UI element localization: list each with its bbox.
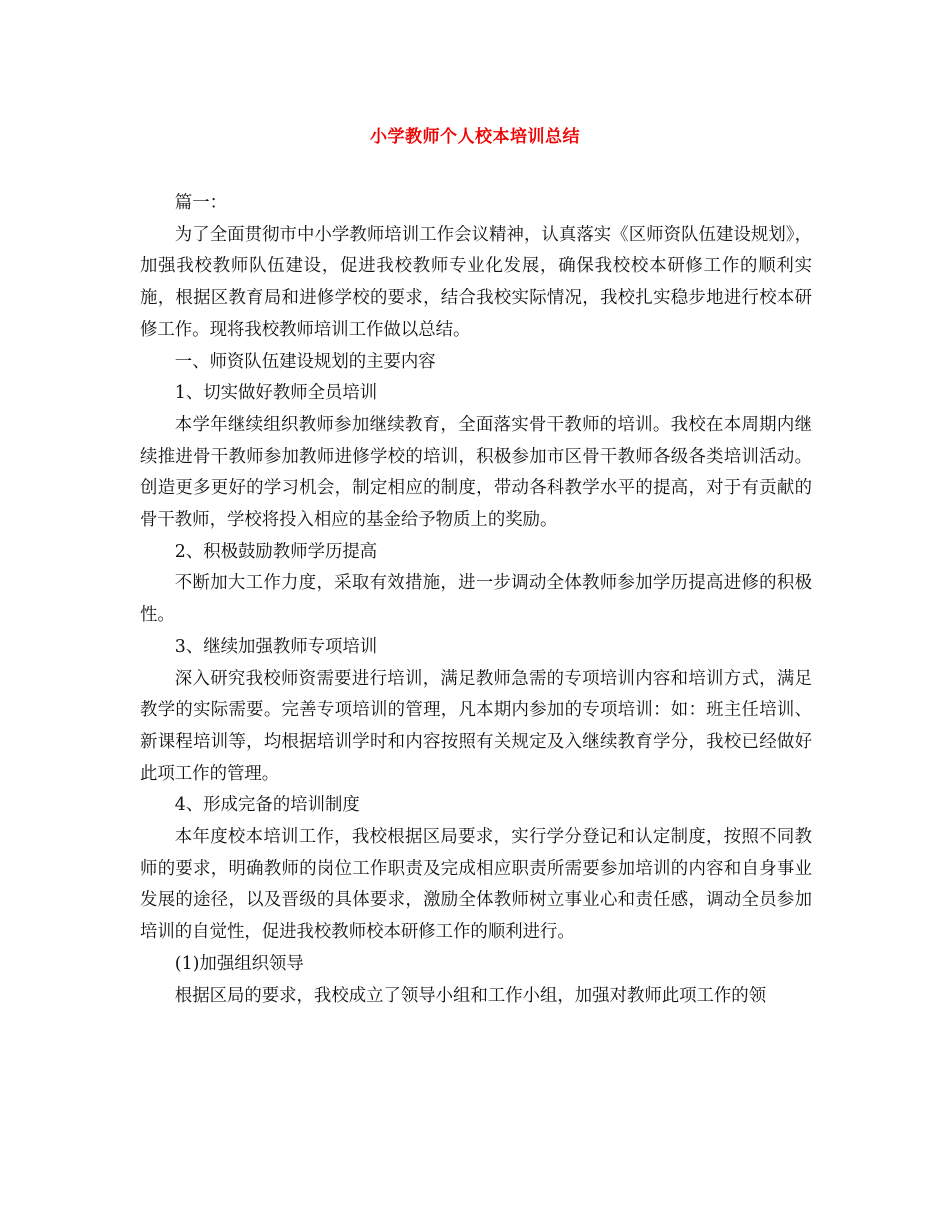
paragraph-section-label: 篇一： bbox=[174, 193, 227, 213]
paragraph-subitem-1: 根据区局的要求，我校成立了领导小组和工作小组，加强对教师此项工作的领 bbox=[174, 985, 767, 1006]
document-body bbox=[140, 188, 812, 1012]
heading-item-2: 2、积极鼓励教师学历提高 bbox=[174, 541, 378, 562]
paragraph-item-4: 本年度校本培训工作，我校根据区局要求，实行学分登记和认定制度，按照不同教师的要求，明确教师的岗位工作职责及完成相应职责所需要参加培训的内容和自身事业发展的途径，以及晋级的具体要求，激励全体教师树立事业心和责任感，调动全员参加培训的自觉性，促进我校教师校本研修工作的顺利进行。 bbox=[140, 827, 812, 943]
heading-item-4: 4、形成完备的培训制度 bbox=[174, 795, 360, 816]
heading-main-content: 一、师资队伍建设规划的主要内容 bbox=[174, 351, 436, 372]
heading-subitem-1: (1)加强组织领导 bbox=[174, 953, 304, 974]
paragraph-item-1: 本学年继续组织教师参加继续教育，全面落实骨干教师的培训。我校在本周期内继续推进骨干教师参加教师进修学校的培训，积极参加市区骨干教师各级各类培训活动。创造更多更好的学习机会，制定相应的制度，带动各科教学水平的提高，对于有贡献的骨干教师，学校将投入相应的基金给予物质上的奖励。 bbox=[140, 414, 812, 531]
heading-item-3: 3、继续加强教师专项培训 bbox=[174, 636, 378, 657]
paragraph-intro: 为了全面贯彻市中小学教师培训工作会议精神，认真落实《区师资队伍建设规划》，加强我校教师队伍建设，促进我校教师专业化发展，确保我校校本研修工作的顺利实施，根据区教育局和进修学校的要求，结合我校实际情况，我校扎实稳步地进行校本研修工作。现将我校教师培训工作做以总结。 bbox=[140, 224, 812, 340]
paragraph-item-3: 深入研究我校师资需要进行培训，满足教师急需的专项培训内容和培训方式，满足教学的实际需要。完善专项培训的管理，凡本期内参加的专项培训：如：班主任培训、新课程培训等，均根据培训学时和内容按照有关规定及入继续教育学分，我校已经做好此项工作的管理。 bbox=[140, 668, 812, 784]
paragraph-item-2: 不断加大工作力度，采取有效措施，进一步调动全体教师参加学历提高进修的积极性。 bbox=[140, 573, 812, 626]
heading-item-1: 1、切实做好教师全员培训 bbox=[174, 383, 378, 404]
document-title: 小学教师个人校本培训总结 bbox=[370, 127, 580, 147]
